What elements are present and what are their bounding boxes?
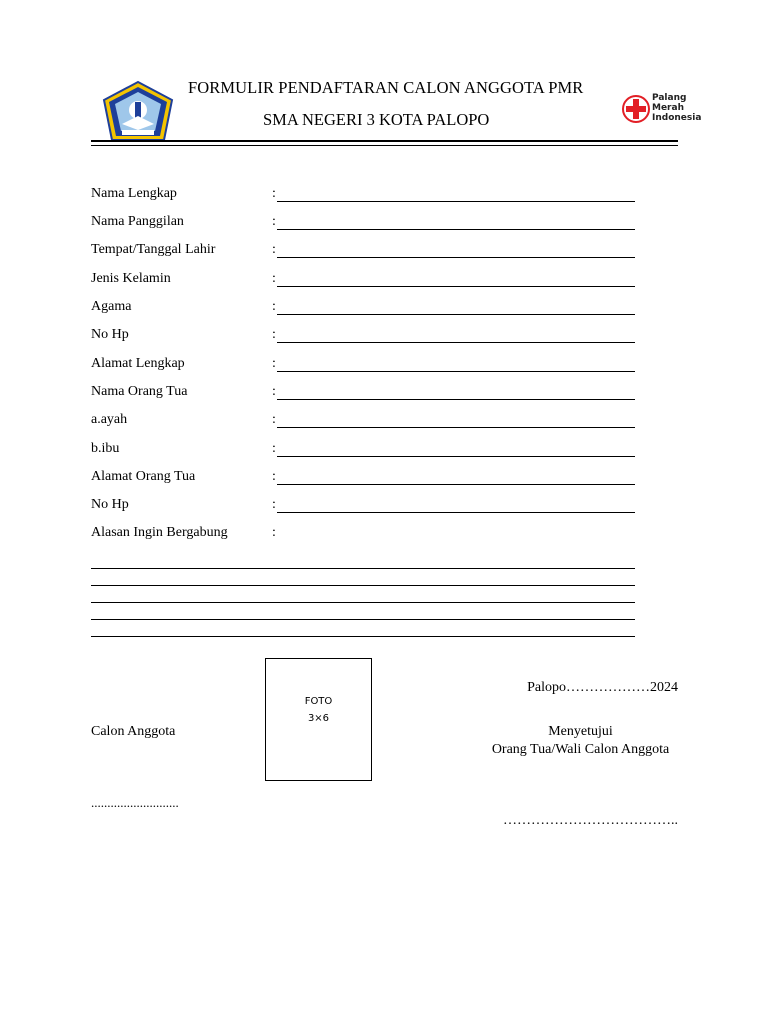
field-colon: : <box>272 497 276 512</box>
nama-lengkap-field[interactable] <box>277 201 635 202</box>
alasan-line-4[interactable] <box>91 619 635 620</box>
alasan-line-1[interactable] <box>91 568 635 569</box>
field-colon: : <box>272 242 276 257</box>
jenis-kelamin-field[interactable] <box>277 286 635 287</box>
field-label-alamat-orang-tua: Alamat Orang Tua <box>91 469 196 484</box>
alamat-orang-tua-field[interactable] <box>277 484 635 485</box>
field-label-alasan-bergabung: Alasan Ingin Bergabung <box>91 525 228 540</box>
red-cross-icon <box>622 92 650 126</box>
tempat-tanggal-lahir-field[interactable] <box>277 257 635 258</box>
field-colon: : <box>272 525 276 540</box>
orang-tua-signature-line: ……………………………….. <box>503 813 678 828</box>
field-colon: : <box>272 356 276 371</box>
calon-anggota-signature-line: ........................... <box>91 795 179 810</box>
ayah-field[interactable] <box>277 427 635 428</box>
field-label-no-hp: No Hp <box>91 327 129 342</box>
calon-anggota-label: Calon Anggota <box>91 724 176 739</box>
agama-field[interactable] <box>277 314 635 315</box>
orang-tua-wali-label: Orang Tua/Wali Calon Anggota <box>491 742 670 757</box>
field-label-tempat-tanggal-lahir: Tempat/Tanggal Lahir <box>91 242 216 257</box>
photo-box <box>265 658 372 781</box>
pmi-logo-text-3: Indonesia <box>652 113 702 123</box>
field-colon: : <box>272 384 276 399</box>
school-logo <box>102 80 174 142</box>
field-label-ibu: b.ibu <box>91 441 120 456</box>
photo-label: FOTO <box>304 696 333 707</box>
field-label-nama-lengkap: Nama Lengkap <box>91 186 177 201</box>
header-rule-thick <box>91 140 678 142</box>
menyetujui-label: Menyetujui <box>548 724 613 739</box>
field-label-alamat-lengkap: Alamat Lengkap <box>91 356 185 371</box>
nama-panggilan-field[interactable] <box>277 229 635 230</box>
pmi-logo <box>622 92 722 128</box>
alasan-line-2[interactable] <box>91 585 635 586</box>
field-label-nama-panggilan: Nama Panggilan <box>91 214 184 229</box>
field-label-ayah: a.ayah <box>91 412 128 427</box>
field-colon: : <box>272 327 276 342</box>
field-label-agama: Agama <box>91 299 132 314</box>
header-rule-thin <box>91 145 678 146</box>
place-date: Palopo………………2024 <box>527 680 678 695</box>
field-colon: : <box>272 469 276 484</box>
no-hp-orang-tua-field[interactable] <box>277 512 635 513</box>
field-colon: : <box>272 186 276 201</box>
field-label-nama-orang-tua: Nama Orang Tua <box>91 384 188 399</box>
ibu-field[interactable] <box>277 456 635 457</box>
field-label-no-hp-orang-tua: No Hp <box>91 497 129 512</box>
field-colon: : <box>272 441 276 456</box>
no-hp-field[interactable] <box>277 342 635 343</box>
nama-orang-tua-field[interactable] <box>277 399 635 400</box>
field-colon: : <box>272 214 276 229</box>
school-name: SMA NEGERI 3 KOTA PALOPO <box>263 110 490 129</box>
pmi-logo-text-2: Merah <box>652 103 684 113</box>
form-title: FORMULIR PENDAFTARAN CALON ANGGOTA PMR <box>188 78 584 97</box>
field-colon: : <box>272 271 276 286</box>
pmi-logo-text-1: Palang <box>652 93 687 103</box>
field-label-jenis-kelamin: Jenis Kelamin <box>91 271 171 286</box>
alasan-line-3[interactable] <box>91 602 635 603</box>
field-colon: : <box>272 299 276 314</box>
alasan-line-5[interactable] <box>91 636 635 637</box>
photo-size: 3×6 <box>307 713 330 724</box>
field-colon: : <box>272 412 276 427</box>
alamat-lengkap-field[interactable] <box>277 371 635 372</box>
